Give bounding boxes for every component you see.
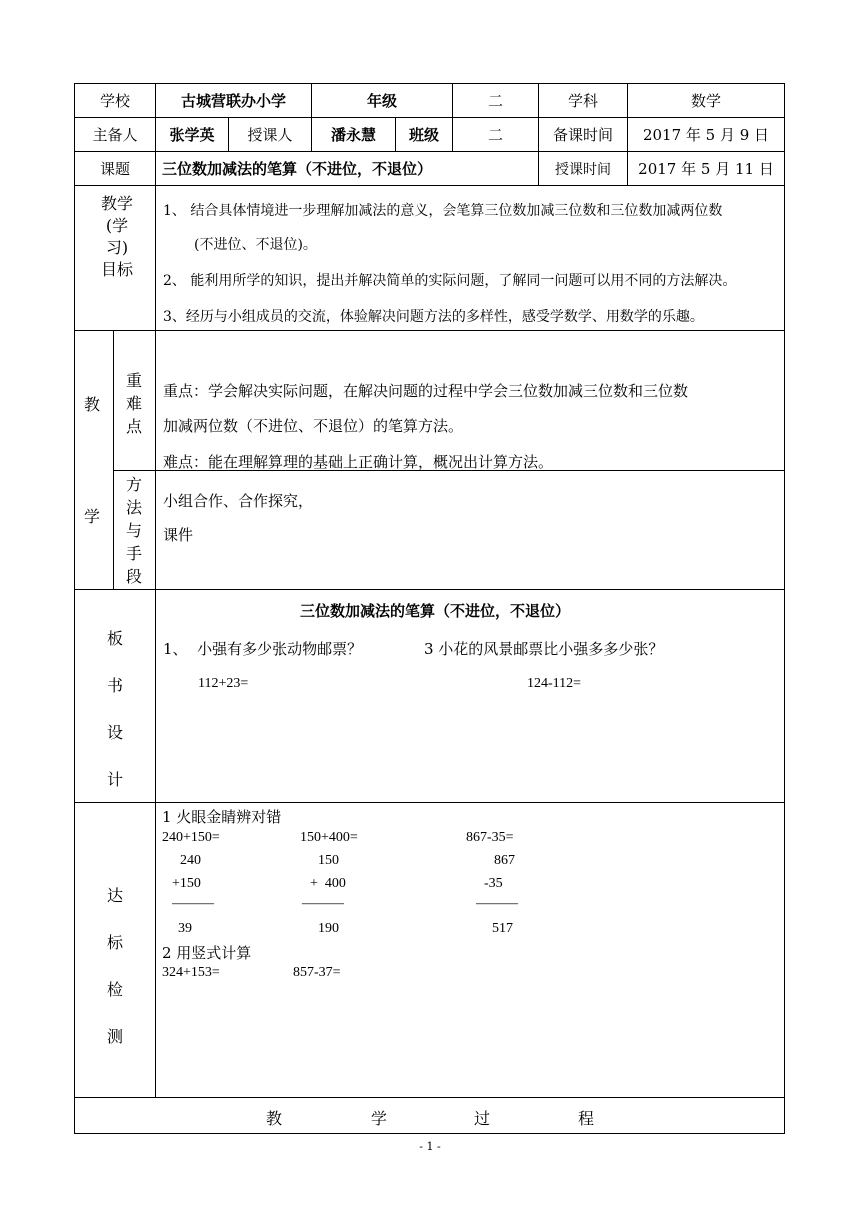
prep-time-value: 2017 年 5 月 9 日: [642, 126, 770, 144]
preparer-value: 张学英: [169, 126, 215, 144]
method-line-1: 小组合作、合作探究，: [163, 492, 314, 510]
test-section-1: 1 火眼金睛辨对错: [162, 808, 282, 826]
process-char-4: 程: [578, 1109, 595, 1128]
key-points-label: 重难点: [125, 371, 142, 436]
process-char-1: 教: [266, 1109, 283, 1128]
preparer-label: 主备人: [92, 126, 138, 144]
class-label: 班级: [408, 126, 439, 144]
objective-item-3: 3、经历与小组成员的交流，体验解决问题方法的多样性，感受学数学、用数学的乐趣。: [163, 309, 704, 325]
board-label: 板书设计: [106, 629, 123, 789]
calc-1-expression: 324+153=: [162, 965, 220, 980]
objective-item-1-cont: (不进位、不退位)。: [194, 237, 317, 253]
teach-time-label: 授课时间: [555, 161, 611, 178]
problem-1-result: 39: [178, 921, 192, 936]
board-question-1: 1、 小强有多少张动物邮票？: [163, 640, 363, 658]
prep-time-label: 备课时间: [552, 126, 613, 144]
test-section-2: 2 用竖式计算: [162, 944, 252, 962]
topic-label: 课题: [99, 160, 130, 178]
teach-time-value: 2017 年 5 月 11 日: [638, 160, 774, 178]
objective-item-1: 1、 结合具体情境进一步理解加减法的意义，会笔算三位数加减三位数和三位数加减两位数: [163, 203, 723, 219]
problem-3-top: 867: [494, 853, 515, 868]
board-title: 三位数加减法的笔算（不进位，不退位）: [300, 602, 571, 620]
board-question-3: 3 小花的风景邮票比小强多多少张？: [424, 640, 664, 658]
teacher-value: 潘永慧: [330, 126, 376, 144]
problem-3-result: 517: [492, 921, 513, 936]
teaching-label-top: 教: [84, 395, 101, 414]
subject-label: 学科: [567, 92, 598, 110]
calc-2-expression: 857-37=: [293, 965, 341, 980]
difficulty-line: 难点：能在理解算理的基础上正确计算，概况出计算方法。: [163, 453, 554, 471]
teacher-label: 授课人: [247, 126, 293, 144]
grade-value: 二: [487, 92, 503, 110]
problem-1-expression: 240+150=: [162, 830, 220, 845]
method-line-2: 课件: [163, 526, 194, 544]
subject-value: 数学: [690, 92, 721, 110]
problem-3-line: ———: [476, 896, 518, 911]
page-number: - 1 -: [419, 1140, 441, 1153]
board-equation-1: 112+23=: [198, 676, 249, 691]
school-value: 古城营联办小学: [180, 92, 286, 110]
topic-value: 三位数加减法的笔算（不进位，不退位）: [162, 160, 433, 178]
school-label: 学校: [99, 92, 130, 110]
problem-2-top: 150: [318, 853, 339, 868]
grade-label: 年级: [366, 92, 397, 110]
board-equation-2: 124-112=: [527, 676, 582, 691]
problem-2-line: ———: [302, 896, 344, 911]
problem-2-result: 190: [318, 921, 339, 936]
key-point-line-2: 加减两位数（不进位、不退位）的笔算方法。: [163, 417, 464, 435]
process-char-2: 学: [371, 1109, 388, 1128]
objectives-label: 教学(学习)目标: [100, 194, 133, 279]
problem-1-operand: +150: [172, 876, 201, 891]
problem-3-expression: 867-35=: [466, 830, 514, 845]
teaching-label-bottom: 学: [84, 507, 101, 526]
problem-1-top: 240: [180, 853, 201, 868]
method-label: 方法与手段: [125, 475, 142, 586]
problem-2-operand: + 400: [310, 876, 346, 891]
problem-2-expression: 150+400=: [300, 830, 358, 845]
objective-item-2: 2、 能利用所学的知识，提出并解决简单的实际问题，了解同一问题可以用不同的方法解决。: [163, 273, 737, 289]
process-char-3: 过: [474, 1109, 491, 1128]
key-point-line-1: 重点：学会解决实际问题，在解决问题的过程中学会三位数加减三位数和三位数: [163, 382, 689, 400]
problem-3-operand: -35: [484, 876, 503, 891]
problem-1-line: ———: [172, 896, 214, 911]
test-label: 达标检测: [106, 886, 123, 1046]
class-value: 二: [487, 126, 503, 144]
